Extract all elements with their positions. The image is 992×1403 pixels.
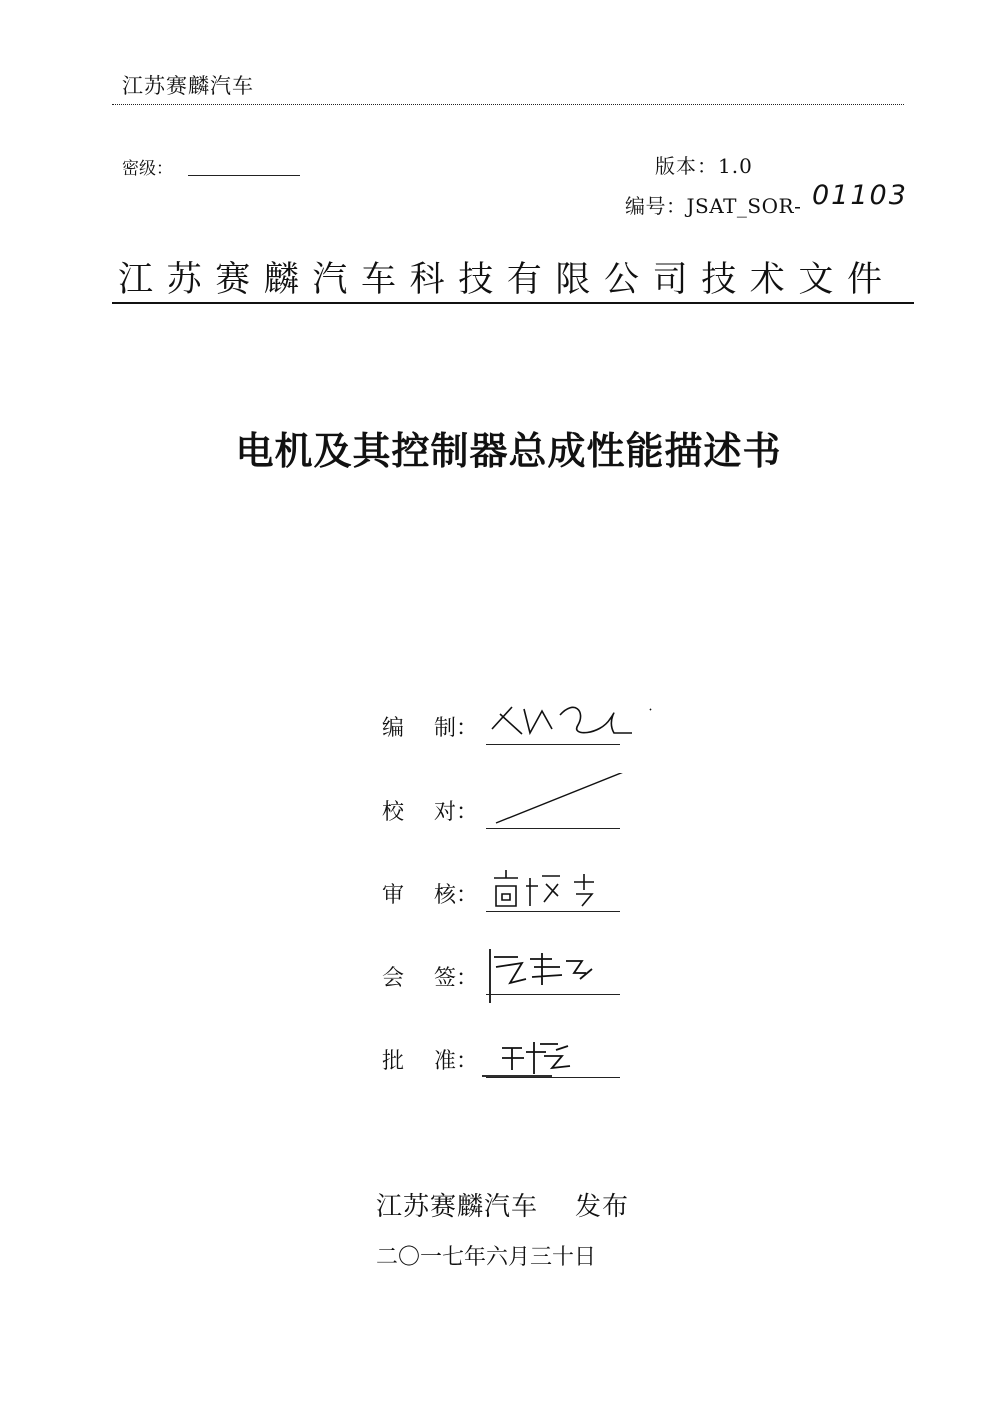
- signature-label: 会 签：: [382, 966, 479, 991]
- signature-label: 校 对：: [382, 800, 479, 825]
- signature-line: [486, 994, 620, 995]
- header-company: 江苏赛麟汽车: [122, 74, 254, 98]
- secrecy-label: 密级：: [122, 159, 173, 179]
- document-number-label: 编号：JSAT_SOR-: [625, 194, 802, 218]
- company-banner: 江苏赛麟汽车科技有限公司技术文件: [118, 260, 896, 300]
- secrecy-blank-line: [188, 175, 300, 176]
- signature-line: [486, 744, 620, 745]
- signature-line: [486, 911, 620, 912]
- signature-scribble: [482, 939, 652, 1009]
- signature-line: [486, 828, 620, 829]
- signature-row-approve: [382, 1044, 622, 1084]
- signature-scribble: [482, 1022, 652, 1082]
- signature-row-countersign: [382, 961, 622, 1001]
- signature-label: 编 制：: [382, 716, 479, 741]
- signature-label: 审 核：: [382, 883, 479, 908]
- header-divider: [112, 104, 904, 105]
- version-label: 版本：1.0: [655, 154, 753, 178]
- publish-date: 二〇一七年六月三十日: [376, 1245, 597, 1270]
- document-number-handwritten: 01103: [812, 180, 908, 211]
- signature-row-compiled: [382, 711, 622, 751]
- signature-scribble: [482, 856, 652, 916]
- document-title: 电机及其控制器总成性能描述书: [235, 429, 782, 473]
- signature-label: 批 准：: [382, 1049, 479, 1074]
- signature-line: [486, 1077, 620, 1078]
- publisher-line: 江苏赛麟汽车 发布: [376, 1192, 630, 1222]
- signature-slash: [482, 773, 652, 833]
- signature-row-review: [382, 878, 622, 918]
- signature-scribble: [482, 689, 652, 749]
- banner-divider: [112, 302, 914, 304]
- signature-row-proofread: [382, 795, 622, 835]
